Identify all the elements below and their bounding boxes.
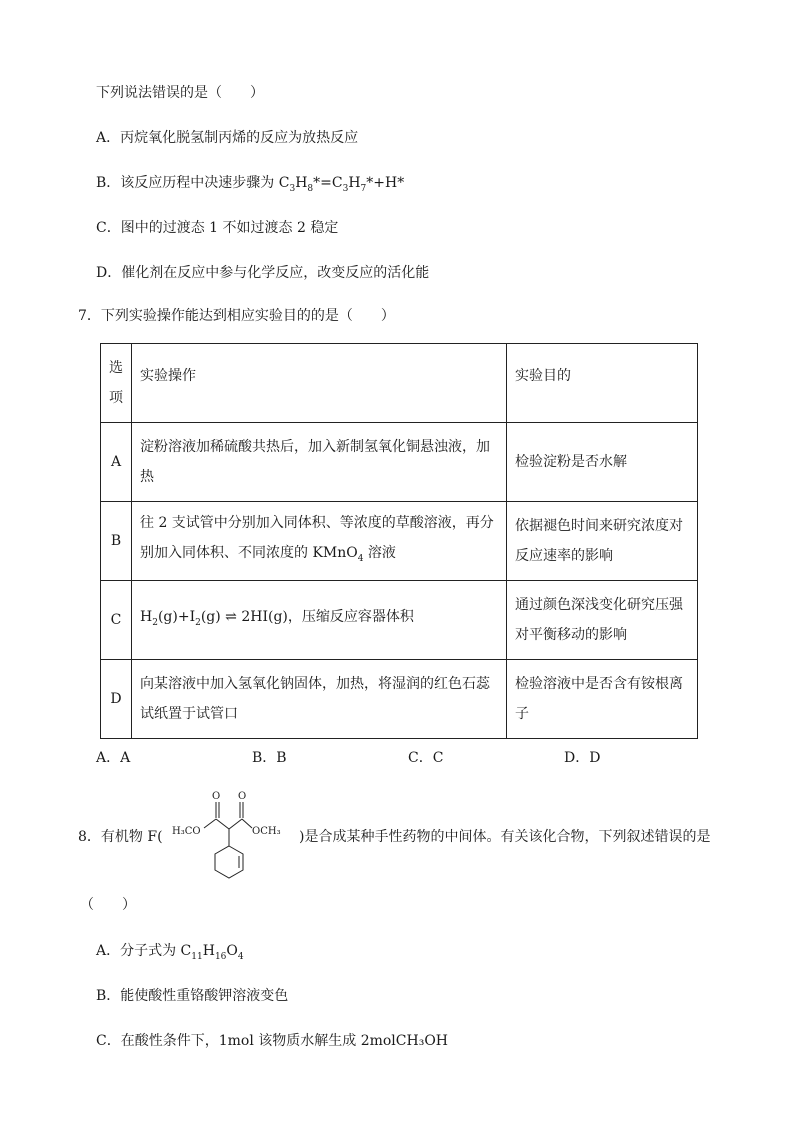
row-operation-line: 向某溶液中加入氢氧化钠固体，加热，将湿润的红色石蕊 <box>140 676 490 692</box>
row-goal <box>507 502 698 581</box>
row-operation-line: 热 <box>140 469 154 485</box>
row-goal <box>507 423 698 502</box>
sub: 3 <box>289 183 296 194</box>
bond <box>204 819 216 828</box>
q6-b-text: H <box>295 175 308 191</box>
text: H <box>202 943 215 959</box>
row-option: A <box>101 423 132 502</box>
row-goal-line: 通过颜色深浅变化研究压强 <box>515 597 683 613</box>
q7-choice-c: C．C <box>408 750 444 766</box>
q8-option-a <box>96 940 244 962</box>
row-operation-line: 往 2 支试管中分别加入同体积、等浓度的草酸溶液，再分 <box>140 515 494 532</box>
text: H <box>140 609 153 626</box>
methoxy-right-label: OCH₃ <box>252 826 281 837</box>
sub: 4 <box>357 553 364 564</box>
q7-stem: 7．下列实验操作能达到相应实验目的的是（ ） <box>78 308 395 324</box>
sub: 8 <box>307 183 314 194</box>
q6-b-text: B．该反应历程中决速步骤为 C <box>96 175 290 191</box>
oxygen-label: O <box>238 791 247 802</box>
header-option <box>101 344 132 423</box>
row-goal-line: 对平衡移动的影响 <box>515 627 627 643</box>
row-goal-line: 反应速率的影响 <box>515 548 613 564</box>
header-option-2: 项 <box>109 390 123 406</box>
row-goal-line: 检验淀粉是否水解 <box>515 454 627 470</box>
row-option: B <box>101 502 132 581</box>
row-operation <box>132 581 507 660</box>
molecule-structure-diagram <box>172 788 298 886</box>
row-goal-line: 检验溶液中是否含有铵根离 <box>515 676 683 692</box>
q6-b-text: H <box>348 175 361 191</box>
header-operation: 实验操作 <box>132 344 507 423</box>
q6-b-text: *+H* <box>366 175 405 191</box>
sub: 11 <box>191 951 203 962</box>
row-goal <box>507 660 698 739</box>
row-operation-line: 淀粉溶液加稀硫酸共热后，加入新制氢氧化铜悬浊液，加 <box>140 439 490 455</box>
q7-choices <box>96 747 600 767</box>
q8-option-b: B．能使酸性重铬酸钾溶液变色 <box>96 988 289 1004</box>
header-option-1: 选 <box>109 360 123 376</box>
text: 别加入同体积、不同浓度的 KMnO <box>140 545 358 562</box>
q6-option-a: A．丙烷氧化脱氢制丙烯的反应为放热反应 <box>96 130 359 146</box>
bond <box>216 819 229 829</box>
q7-choice-a: A．A <box>96 750 131 766</box>
sub: 3 <box>342 183 349 194</box>
q8-option-c: C．在酸性条件下，1mol 该物质水解生成 2molCH₃OH <box>96 1033 449 1049</box>
row-operation <box>132 660 507 739</box>
q8-answer-paren: （ ） <box>80 897 136 913</box>
sub: 4 <box>237 951 244 962</box>
row-operation-line: 试纸置于试管口 <box>140 706 238 722</box>
row-option: C <box>101 581 132 660</box>
q8-stem-suffix: )是合成某种手性药物的中间体。有关该化合物，下列叙述错误的是 <box>299 829 711 845</box>
row-option: D <box>101 660 132 739</box>
q6-stem: 下列说法错误的是（ ） <box>96 85 264 101</box>
experiment-table <box>100 343 698 739</box>
q6-option-c: C．图中的过渡态 1 不如过渡态 2 稳定 <box>96 220 339 236</box>
table-row <box>101 581 698 660</box>
row-goal <box>507 581 698 660</box>
table-row <box>101 423 698 502</box>
q8-stem-prefix: 8．有机物 F( <box>78 829 163 845</box>
row-operation <box>132 502 507 581</box>
q7-choice-d: D．D <box>564 750 601 766</box>
table-header-row <box>101 344 698 423</box>
sub: 2 <box>195 617 201 628</box>
row-goal-line: 子 <box>515 706 529 722</box>
header-goal: 实验目的 <box>507 344 698 423</box>
methoxy-left-label: H₃CO <box>172 826 201 837</box>
row-operation-line <box>140 538 498 574</box>
oxygen-label: O <box>212 791 221 802</box>
q6-option-d: D．催化剂在反应中参与化学反应，改变反应的活化能 <box>96 265 430 281</box>
q6-option-b <box>96 172 404 194</box>
text: 溶液 <box>363 545 396 562</box>
text: (g)+I <box>157 609 196 626</box>
row-goal-line: 依据褪色时间来研究浓度对 <box>515 518 683 534</box>
sub: 7 <box>360 183 367 194</box>
q6-b-text: *=C <box>313 175 343 191</box>
sub: 2 <box>152 617 158 628</box>
q7-choice-b: B．B <box>252 750 287 766</box>
sub: 16 <box>214 951 227 962</box>
text: (g) ⇌ 2HI(g)，压缩反应容器体积 <box>200 609 414 626</box>
bond <box>242 819 252 828</box>
table-row <box>101 502 698 581</box>
table-row <box>101 660 698 739</box>
text: O <box>226 943 238 959</box>
row-operation-equation <box>140 602 498 638</box>
text: A．分子式为 C <box>96 943 192 959</box>
row-operation <box>132 423 507 502</box>
bond <box>229 819 242 829</box>
